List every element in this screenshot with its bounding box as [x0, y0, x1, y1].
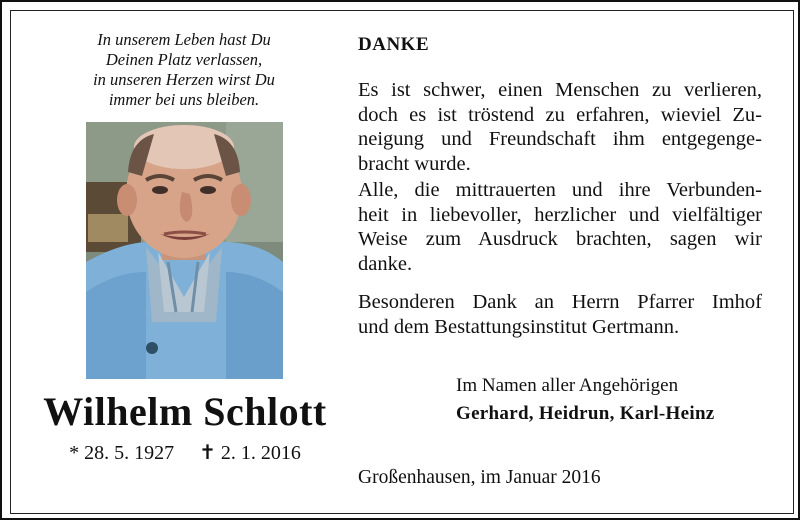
- paragraph-line: danke.: [358, 252, 413, 275]
- paragraph-line: Besonderen Dank an Herrn Pfarrer Imhof: [358, 291, 762, 313]
- paragraph-line: neigung und Freundschaft ihm entgegenge-: [358, 128, 762, 150]
- life-dates: [40, 440, 330, 466]
- deceased-name: Wilhelm Schlott: [43, 389, 327, 434]
- thanks-paragraph-1: [358, 78, 762, 176]
- birth-date: * 28. 5. 1927: [69, 442, 175, 464]
- thanks-paragraph-3: [358, 290, 762, 339]
- signature-block: [456, 372, 715, 428]
- poem-line: in unseren Herzen wirst Du: [93, 70, 275, 89]
- paragraph-line: Weise zum Ausdruck brachten, sagen wir: [358, 228, 762, 250]
- thanks-paragraph-2: [358, 178, 762, 276]
- poem-line: In unserem Leben hast Du: [97, 30, 271, 49]
- place-and-date: Großenhausen, im Januar 2016: [358, 467, 601, 488]
- paragraph-line: und dem Bestattungsinstitut Gertmann.: [358, 315, 680, 338]
- paragraph-line: Alle, die mittrauerten und ihre Verbunden-: [358, 179, 762, 201]
- poem-line: immer bei uns bleiben.: [108, 90, 260, 109]
- signature-intro: Im Namen aller Angehörigen: [456, 375, 679, 396]
- death-date: ✝ 2. 1. 2016: [199, 442, 301, 464]
- memorial-poem: [64, 30, 304, 110]
- paragraph-line: bracht wurde.: [358, 152, 471, 175]
- paragraph-line: Es ist schwer, einen Menschen zu verlieren,: [358, 79, 762, 101]
- paragraph-line: doch es ist tröstend zu erfahren, wieviel Zu-: [358, 103, 762, 126]
- poem-line: Deinen Platz verlassen,: [105, 50, 263, 69]
- notice-heading: DANKE: [358, 34, 430, 55]
- signature-names: Gerhard, Heidrun, Karl-Heinz: [456, 403, 715, 424]
- paragraph-line: heit in liebevoller, herzlicher und vielfältiger: [358, 203, 762, 226]
- portrait-photo: [86, 122, 283, 379]
